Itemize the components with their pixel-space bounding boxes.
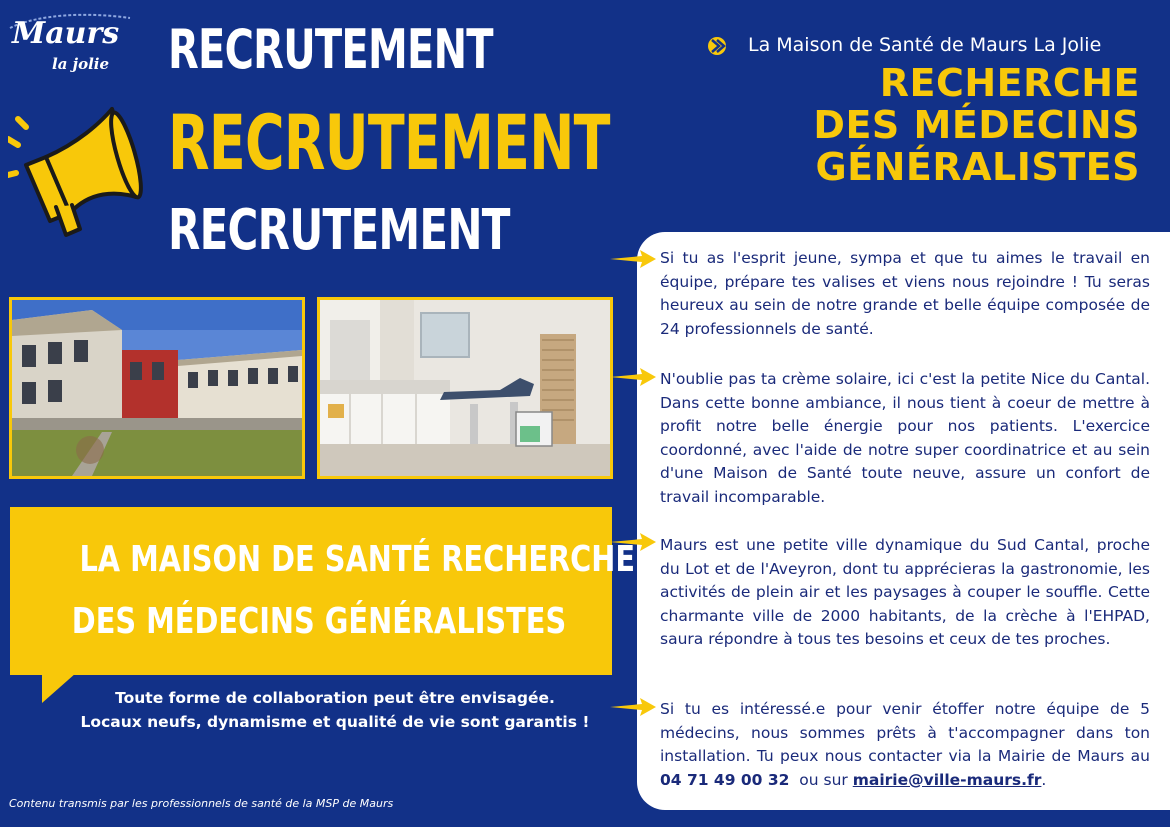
collaboration-text (40, 686, 630, 734)
paragraph-ambiance: N'oublie pas ta crème solaire, ici c'est la petite Nice du Cantal. Dans cette bonne ambiance, il nous tient à coeur de mettre à profit notre belle énergie pour nos patients. L'exercice coordonné, avec l'aide de notre super coordinatrice et au sein d'une Maison de Santé toute neuve, assure un confort de travail incomparable. (660, 370, 1150, 506)
banner-line: LA MAISON DE SANTÉ RECHERCHE (79, 539, 636, 580)
headline-recrutement-2: RECRUTEMENT (168, 98, 610, 187)
photo-building-exterior (9, 297, 305, 479)
banner-line: DES MÉDECINS GÉNÉRALISTES (71, 601, 567, 642)
paragraph-team: Si tu as l'esprit jeune, sympa et que tu aimes le travail en équipe, prépare tes valises et viens nous rejoindre ! Tu seras heureux au sein de notre grande et belle équipe composée de 24 professionnels de santé. (660, 249, 1150, 338)
collaboration-line: Locaux neufs, dynamisme et qualité de vie sont garantis ! (80, 713, 590, 731)
phone-number: 04 71 49 00 32 (660, 770, 790, 789)
header-title-line: DES MÉDECINS (813, 103, 1140, 147)
contact-text: Si tu es intéressé.e pour venir étoffer notre équipe de 5 médecins, nous sommes prêts à t'accompagner dans ton installation. Tu peux nous contacter via la Mairie de Maurs au (660, 700, 1150, 765)
chevron-right-icon (706, 36, 730, 56)
header-title (813, 62, 1140, 188)
arrow-right-icon (608, 366, 658, 388)
header-subtitle: La Maison de Santé de Maurs La Jolie (748, 34, 1102, 56)
contact-text-mid: ou sur (789, 770, 853, 789)
paragraph-town: Maurs est une petite ville dynamique du Sud Cantal, proche du Lot et de l'Aveyron, dont tu apprécieras la gastronomie, les activités de plein air et les paysages à couper le souffle. Cette charmante ville de 2000 habitants, de la crèche à l'EHPAD, saura répondre à tous tes besoins et ceux de tes proches. (660, 536, 1150, 648)
photo-consultation-room (317, 297, 613, 479)
collaboration-line: Toute forme de collaboration peut être envisagée. (115, 689, 555, 707)
header-title-line: RECHERCHE (879, 61, 1140, 105)
logo (8, 10, 133, 80)
header-title-line: GÉNÉRALISTES (815, 145, 1140, 189)
email-link[interactable]: mairie@ville-maurs.fr (852, 770, 1042, 789)
footer-note: Contenu transmis par les professionnels de santé de la MSP de Maurs (9, 797, 394, 810)
arrow-right-icon (608, 531, 658, 553)
logo-sub-text: la jolie (52, 55, 110, 73)
paragraph-contact (660, 698, 1150, 792)
headline-recrutement-1: RECRUTEMENT (168, 18, 493, 81)
contact-text-end: . (1041, 770, 1047, 789)
arrow-right-icon (608, 248, 658, 270)
headline-recrutement-3: RECRUTEMENT (168, 198, 510, 263)
headline-banner (10, 507, 636, 675)
logo-main-text: Maurs (12, 16, 120, 51)
megaphone-icon (8, 95, 158, 245)
arrow-right-icon (608, 696, 658, 718)
